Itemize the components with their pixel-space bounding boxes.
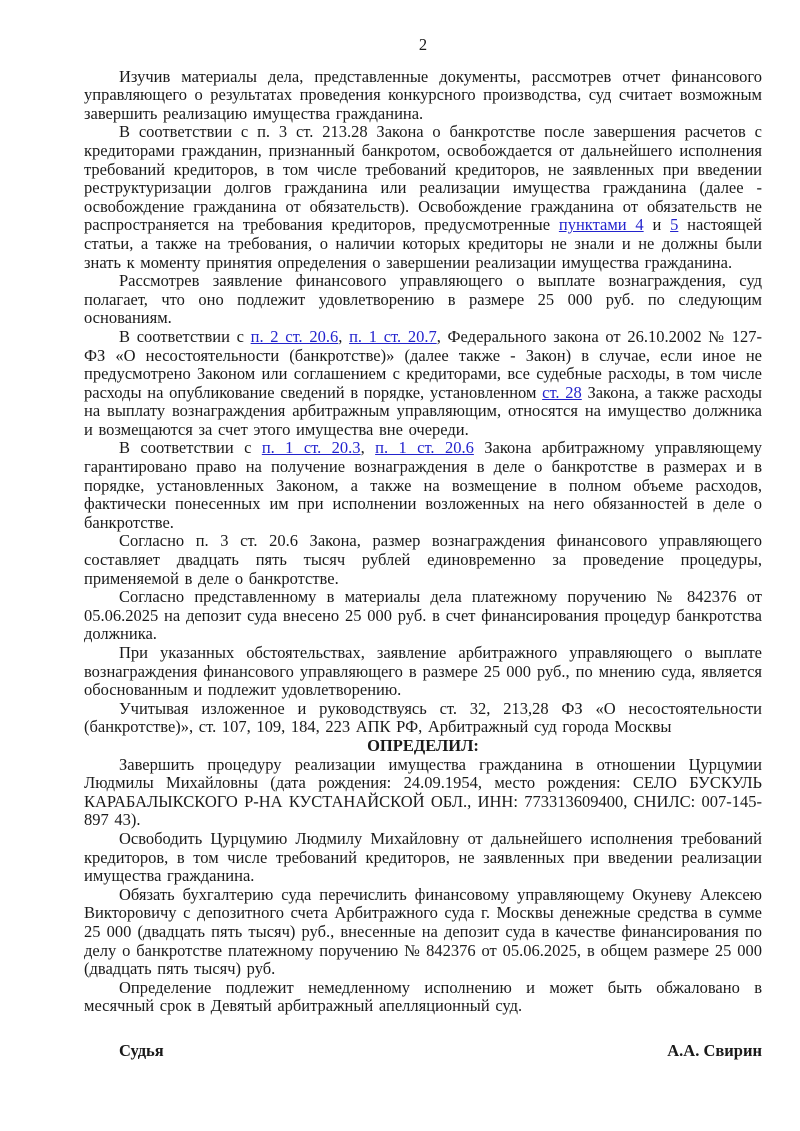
signature-row (84, 1042, 762, 1061)
judge-name: А.А. Свирин (667, 1040, 762, 1060)
statute-link[interactable]: п. 1 ст. 20.7 (349, 326, 437, 346)
ruling-heading: ОПРЕДЕЛИЛ: (367, 735, 479, 755)
fee-claim-paragraph: Рассмотрев заявление финансового управляющего о выплате вознаграждения, суд полагает, что оно подлежит удовлетворению в размере 25 000 руб. по следующим основаниям. (84, 271, 762, 328)
fee-amount-paragraph: Согласно п. 3 ст. 20.6 Закона, размер вознаграждения финансового управляющего составляет двадцать пять тысяч рублей единовременно за проведение процедуры, применяемой в деле о банкротстве. (84, 531, 762, 588)
ruling-appeal-paragraph: Определение подлежит немедленному исполнению и может быть обжаловано в месячный срок в Девятый арбитражный апелляционный суд. (84, 977, 762, 1016)
ruling-complete-paragraph: Завершить процедуру реализации имущества гражданина в отношении Цурцумии Людмилы Михайловны (дата рождения: 24.09.1954, место рождения: СЕЛО БУСКУЛЬ КАРАБАЛЫКСКОГО Р-НА КУСТАНАЙСКОЙ ОБЛ., ИНН: 773313609400, СНИЛС: 007-145-897 43). (84, 754, 762, 830)
document-body (84, 68, 762, 1016)
statute-link[interactable]: п. 1 ст. 20.6 (375, 438, 474, 458)
page-number: 2 (418, 35, 428, 54)
ruling-release-paragraph: Освободить Цурцумию Людмилу Михайловну от дальнейшего исполнения требований кредиторов, в том числе требований кредиторов, не заявленных при введении реализации имущества гражданина. (84, 828, 762, 886)
statute-link[interactable]: пунктами 4 (558, 215, 644, 235)
ruling-preamble-paragraph: Учитывая изложенное и руководствуясь ст. 32, 213,28 ФЗ «О несостоятельности (банкротстве)», ст. 107, 109, 184, 223 АПК РФ, Арбитражный суд города Москвы (84, 698, 762, 737)
discharge-rule-paragraph: В соответствии с п. 3 ст. 213.28 Закона о банкротстве после завершения расчетов с кредиторами гражданин, признанный банкротом, освобождается от дальнейшего исполнения требований кредиторов, в том числе требований кредиторов, не заявленных при введении реструктуризации долгов гражданина или реализации имущества гражданина (далее - освобождение гражданина от обязательств). Освобождение гражданина от обязательств не распространяется на требования кредиторов, предусмотренные пунктами 4 и 5 настоящей статьи, а также на требования, о наличии которых кредиторы не знали и не должны были знать к моменту принятия определения о завершении реализации имущества гражданина. (84, 122, 762, 272)
intro-paragraph: Изучив материалы дела, представленные документы, рассмотрев отчет финансового управляющего о результатах проведения конкурсного производства, суд считает возможным завершить реализацию имущества гражданина. (84, 66, 762, 123)
fee-right-paragraph: В соответствии с п. 1 ст. 20.3, п. 1 ст. 20.6 Закона арбитражному управляющему гарантировано право на получение вознаграждения в деле о банкротстве в размерах и в порядке, установленных Законом, а также на возмещение в полном объеме расходов, фактически понесенных им при исполнении возложенных на него обязанностей в деле о банкротстве. (84, 438, 763, 532)
statute-link[interactable]: п. 2 ст. 20.6 (250, 326, 339, 346)
law-costs-paragraph: В соответствии с п. 2 ст. 20.6, п. 1 ст. 20.7, Федерального закона от 26.10.2002 № 127-ФЗ «О несостоятельности (банкротстве)» (далее также - Закон) в случае, если иное не предусмотрено Законом или соглашением с кредиторами, все судебные расходы, в том числе расходы на опубликование сведений в порядке, установленном ст. 28 Закона, а также расходы на выплату вознаграждения арбитражным управляющим, относятся на имущество должника и возмещаются за счет этого имущества вне очереди. (84, 326, 763, 439)
statute-link[interactable]: ст. 28 (542, 382, 582, 402)
statute-link[interactable]: 5 (670, 215, 679, 235)
ruling-payment-paragraph: Обязать бухгалтерию суда перечислить финансовому управляющему Окуневу Алексею Викторовичу с депозитного счета Арбитражного суда г. Москвы денежные средства в сумме 25 000 (двадцать пять тысяч) руб., внесенные на депозит суда в качестве финансирования по делу о банкротстве платежному поручению № 842376 от 05.06.2025, в общем размере 25 000 (двадцать пять тысяч) руб. (84, 884, 762, 979)
judge-label: Судья (119, 1040, 164, 1060)
deposit-paragraph: Согласно представленному в материалы дела платежному поручению № 842376 от 05.06.2025 на депозит суда внесено 25 000 руб. в счет финансирования процедур банкротства должника. (84, 587, 762, 644)
conclusion-paragraph: При указанных обстоятельствах, заявление арбитражного управляющего о выплате вознаграждения финансового управляющего в размере 25 000 руб., по мнению суда, является обоснованным и подлежит удовлетворению. (84, 643, 762, 700)
statute-link[interactable]: п. 1 ст. 20.3 (261, 438, 361, 458)
